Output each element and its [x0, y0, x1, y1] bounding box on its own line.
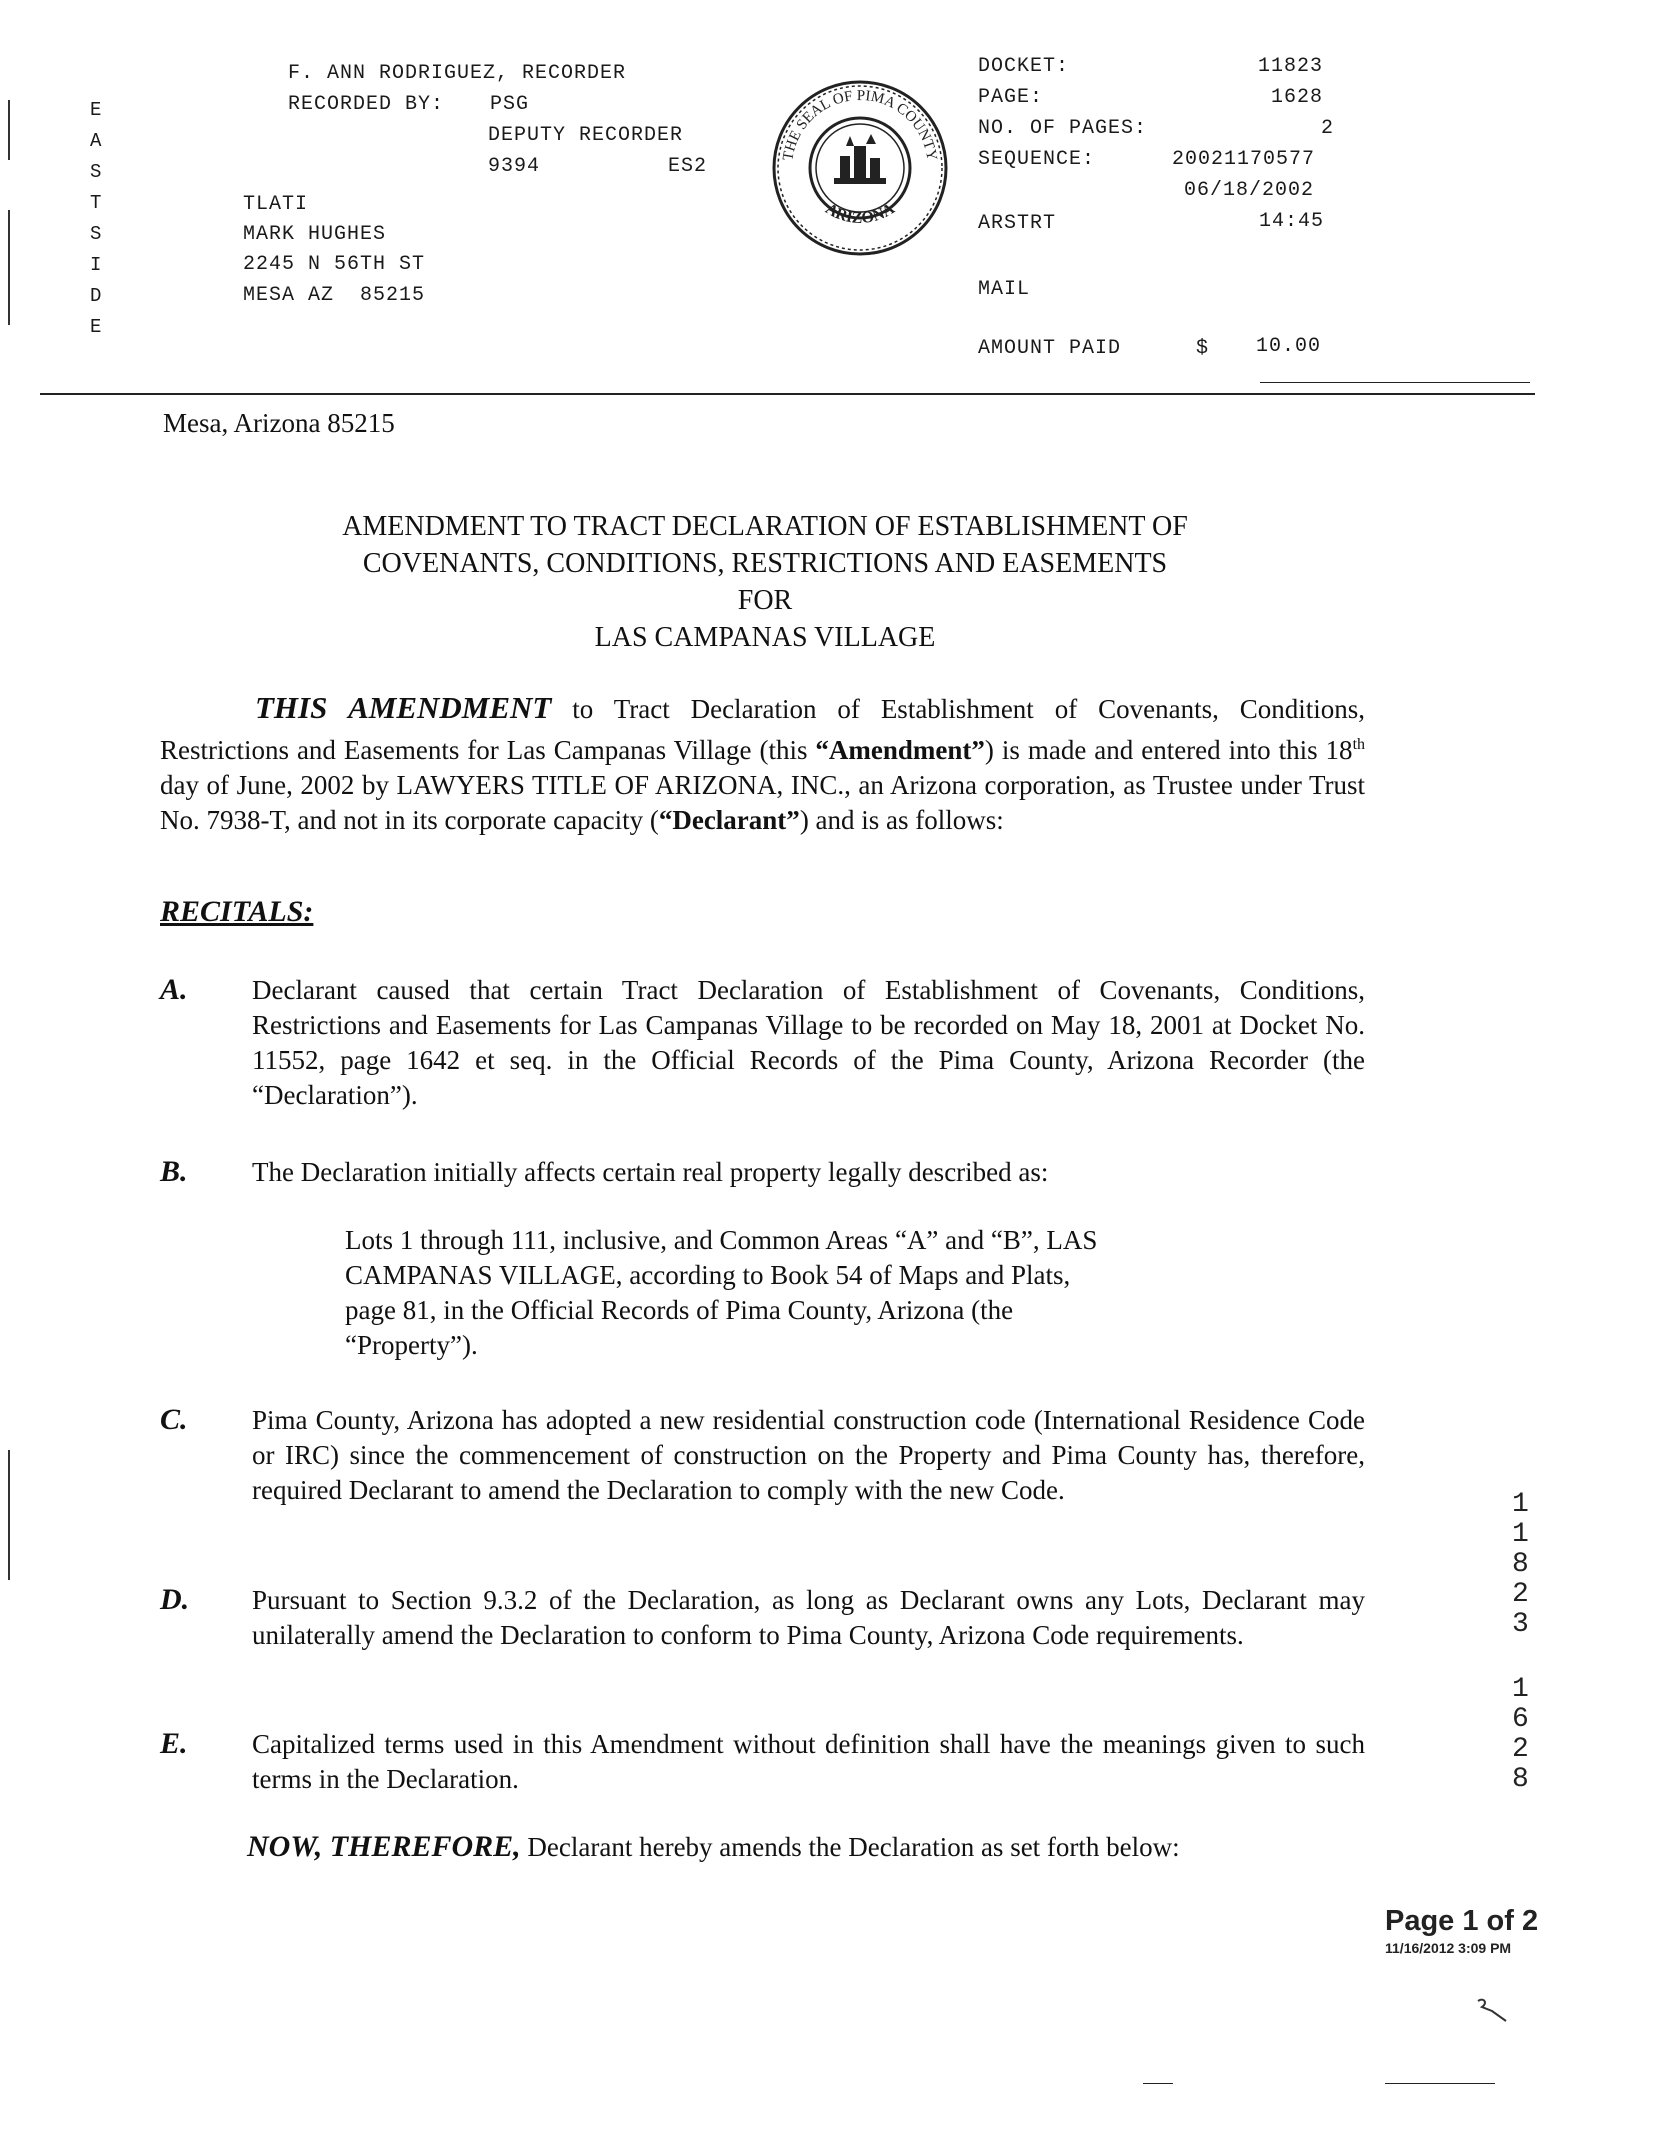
docket-value: 11823 [1258, 55, 1324, 78]
seal-top-text: THE SEAL OF PIMA COUNTY [780, 87, 940, 162]
header-divider [1260, 382, 1530, 383]
mail-to-line: MARK HUGHES [243, 223, 387, 246]
recital-text: Pima County, Arizona has adopted a new residential construction code (International Residence Code or IRC) since the commencement of construction on the Property and Pima County has, therefore, required Declarant to amend the Declaration to comply with the new Code. [252, 1405, 1365, 1505]
deputy-recorder-label: DEPUTY RECORDER [488, 124, 684, 147]
footer-mark [1143, 2083, 1173, 2084]
recital-text: The Declaration initially affects certain real property legally described as: [252, 1157, 1049, 1187]
no-of-pages-label: NO. OF PAGES: [978, 117, 1148, 140]
recital-letter: C. [160, 1403, 188, 1436]
recital-letter: D. [160, 1583, 190, 1616]
deputy-code: ES2 [668, 155, 708, 178]
title-line: AMENDMENT TO TRACT DECLARATION OF ESTABLISHMENT OF [342, 511, 1188, 542]
intro-lead: THIS AMENDMENT [255, 690, 552, 725]
scribble-icon [1470, 1995, 1510, 2025]
title-line: LAS CAMPANAS VILLAGE [594, 622, 936, 653]
intro-text: ) is made and entered into this 18 [984, 735, 1353, 765]
vertical-stamp-letter: D [90, 285, 103, 307]
page-footer [1385, 1905, 1538, 1956]
recital-text: Pursuant to Section 9.3.2 of the Declaration, as long as Declarant owns any Lots, Declarant may unilaterally amend the Declaration to conform to Pima County, Arizona Code requirements. [252, 1585, 1365, 1650]
deputy-number: 9394 [488, 155, 541, 178]
header-divider [40, 393, 1535, 395]
vertical-stamp-letter: E [90, 99, 103, 121]
mail-to-line: TLATI [243, 193, 309, 216]
no-of-pages-value: 2 [1321, 117, 1335, 140]
margin-digit: 2 [1512, 1734, 1529, 1765]
amount-paid-value: 10.00 [1256, 335, 1322, 358]
recital-e [160, 1727, 1365, 1797]
margin-page-number [1512, 1675, 1529, 1795]
footer-mark [1385, 2083, 1495, 2084]
title-line: COVENANTS, CONDITIONS, RESTRICTIONS AND EASEMENTS [362, 548, 1168, 579]
seal-bottom-text: ARIZONA [822, 200, 898, 228]
intro-declarant: “Declarant” [658, 805, 800, 835]
amount-currency: $ [1196, 337, 1210, 360]
sequence-label: SEQUENCE: [978, 148, 1096, 171]
docket-label: DOCKET: [978, 55, 1070, 78]
margin-digit: 6 [1512, 1704, 1529, 1735]
title-line: FOR [737, 585, 793, 616]
vertical-stamp-letter: A [90, 130, 103, 152]
margin-digit: 1 [1512, 1674, 1529, 1705]
recitals-heading: RECITALS: [160, 895, 314, 928]
print-timestamp: 11/16/2012 3:09 PM [1385, 1940, 1512, 1956]
amount-paid-label: AMOUNT PAID [978, 337, 1122, 360]
margin-docket-number [1512, 1490, 1529, 1640]
margin-digit: 8 [1512, 1764, 1529, 1795]
vertical-stamp-letter: S [90, 161, 103, 183]
recital-a [160, 973, 1365, 1113]
document-title [200, 508, 1330, 656]
scan-edge-mark [8, 210, 10, 325]
recorder-line: F. ANN RODRIGUEZ, RECORDER [288, 62, 627, 85]
recorded-by-label: RECORDED BY: [288, 93, 445, 116]
county-seal-icon [770, 78, 950, 258]
intro-sup: th [1352, 736, 1366, 753]
vertical-stamp-letter: E [90, 316, 103, 338]
margin-digit: 2 [1512, 1579, 1529, 1610]
mail-to-line: MESA AZ 85215 [243, 284, 426, 307]
intro-text: day of June, 2002 by LAWYERS TITLE OF ARIZONA, INC., an Arizona corporation, as Trustee under Trust No. 7938-T, and not in its corporate capacity ( [160, 770, 1365, 835]
recital-text: Capitalized terms used in this Amendment without definition shall have the meanings given to such terms in the Declaration. [252, 1729, 1365, 1794]
scan-edge-mark [8, 1450, 10, 1580]
margin-digit: 8 [1512, 1549, 1529, 1580]
now-therefore-line [247, 1830, 1180, 1864]
intro-amendment: “Amendment” [815, 735, 985, 765]
intro-text: to Tract Declaration of Establishment of Covenants, Conditions, Restrictions and Easements for Las Campanas Village (this [160, 694, 1366, 765]
page-value: 1628 [1271, 86, 1324, 109]
recital-letter: E. [160, 1727, 188, 1760]
intro-paragraph [160, 690, 1365, 838]
vertical-stamp-letter: T [90, 192, 103, 214]
margin-digit: 1 [1512, 1489, 1529, 1520]
page-label: PAGE: [978, 86, 1044, 109]
recital-b [160, 1155, 1365, 1190]
mail-label: MAIL [978, 278, 1031, 301]
address-line: Mesa, Arizona 85215 [163, 408, 395, 438]
recording-time: 14:45 [1259, 210, 1325, 233]
recital-d [160, 1583, 1365, 1653]
margin-digit: 1 [1512, 1519, 1529, 1550]
arstrt-label: ARSTRT [978, 212, 1057, 235]
vertical-stamp-letter: S [90, 223, 103, 245]
mail-to-line: 2245 N 56TH ST [243, 253, 426, 276]
scan-edge-mark [8, 100, 10, 160]
legal-description: Lots 1 through 111, inclusive, and Common Areas “A” and “B”, LAS CAMPANAS VILLAGE, according to Book 54 of Maps and Plats, page 81, in the Official Records of Pima County, Arizona (the “Property”). [345, 1225, 1098, 1360]
recital-c [160, 1403, 1365, 1508]
vertical-stamp-letter: I [90, 254, 103, 276]
margin-digit: 3 [1512, 1609, 1529, 1640]
now-lead: NOW, THEREFORE, [247, 1830, 521, 1863]
recital-letter: B. [160, 1155, 188, 1188]
now-text: Declarant hereby amends the Declaration as set forth below: [520, 1832, 1180, 1862]
intro-text: ) and is as follows: [799, 805, 1004, 835]
recording-date: 06/18/2002 [1184, 179, 1315, 202]
recital-text: Declarant caused that certain Tract Declaration of Establishment of Covenants, Conditions, Restrictions and Easements for Las Campanas Village to be recorded on May 18, 2001 at Docket No. 11552, page 1642 et seq. in the Official Records of the Pima County, Arizona Recorder (the “Declaration”). [252, 975, 1365, 1110]
recorded-by-value: PSG [490, 93, 530, 116]
page-number: Page 1 of 2 [1385, 1905, 1539, 1937]
vertical-stamp [90, 95, 102, 343]
svg-text:ARIZONA [822, 200, 898, 227]
sequence-value: 20021170577 [1172, 148, 1316, 171]
recital-letter: A. [160, 973, 188, 1006]
